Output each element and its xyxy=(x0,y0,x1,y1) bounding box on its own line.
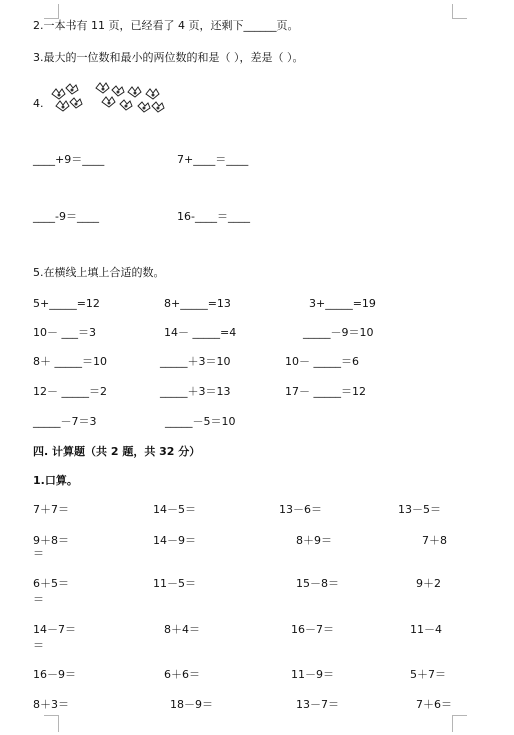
q5-item: 8+_____=13 xyxy=(164,297,231,310)
q5-item: 14－ _____=4 xyxy=(164,326,237,339)
q5-item: _____＋3＝10 xyxy=(160,355,231,368)
q5-item: _____－7＝3 xyxy=(33,415,97,428)
calc-wrap-eq: ＝ xyxy=(33,593,44,606)
calc-item: 8＋4＝ xyxy=(164,623,200,636)
q5-item: _____－9＝10 xyxy=(303,326,374,339)
q4-blank-1: ____+9＝____ xyxy=(33,153,105,166)
q5-item: 8＋ _____＝10 xyxy=(33,355,107,368)
calc-item: 8＋3＝ xyxy=(33,698,69,711)
crop-mark-top-right xyxy=(452,4,467,19)
q4-blank-2: 7+____＝____ xyxy=(177,153,249,166)
birds-picture-icon xyxy=(48,82,168,118)
calc-item: 8＋9＝ xyxy=(296,534,332,547)
q5-item: 3+_____=19 xyxy=(309,297,376,310)
q4-blank-4: 16-____＝____ xyxy=(177,210,250,223)
calc-title: 1.口算。 xyxy=(33,474,78,487)
q5-item: 5+_____=12 xyxy=(33,297,100,310)
q4-blank-3: ____-9＝____ xyxy=(33,210,99,223)
calc-item: 6＋6＝ xyxy=(164,668,200,681)
crop-mark-top-left xyxy=(44,4,59,19)
calc-item: 14－5＝ xyxy=(153,503,196,516)
calc-item: 7＋8 xyxy=(422,534,447,547)
question-5-title: 5.在横线上填上合适的数。 xyxy=(33,266,165,279)
calc-item: 11－9＝ xyxy=(291,668,334,681)
calc-item: 13－6＝ xyxy=(279,503,322,516)
calc-item: 7＋7＝ xyxy=(33,503,69,516)
calc-item: 13－7＝ xyxy=(296,698,339,711)
calc-item: 15－8＝ xyxy=(296,577,339,590)
calc-item: 14－7＝ xyxy=(33,623,76,636)
calc-item: 11－4 xyxy=(410,623,442,636)
calc-item: 11－5＝ xyxy=(153,577,196,590)
calc-item: 5＋7＝ xyxy=(410,668,446,681)
calc-wrap-eq: ＝ xyxy=(33,547,44,560)
q5-item: 17－ _____＝12 xyxy=(285,385,366,398)
q5-item: _____－5＝10 xyxy=(165,415,236,428)
calc-item: 6＋5＝ xyxy=(33,577,69,590)
crop-mark-bottom-right xyxy=(452,715,467,732)
calc-wrap-eq: ＝ xyxy=(33,639,44,652)
calc-item: 7＋6＝ xyxy=(416,698,452,711)
calc-item: 9＋2 xyxy=(416,577,441,590)
calc-item: 9＋8＝ xyxy=(33,534,69,547)
calc-item: 13－5＝ xyxy=(398,503,441,516)
q5-item: 10－ _____＝6 xyxy=(285,355,359,368)
calc-item: 16－7＝ xyxy=(291,623,334,636)
question-2: 2.一本书有 11 页，已经看了 4 页，还剩下______页。 xyxy=(33,19,299,32)
q5-item: 12－ _____＝2 xyxy=(33,385,107,398)
question-4-label: 4. xyxy=(33,97,44,110)
calc-item: 16－9＝ xyxy=(33,668,76,681)
q5-item: _____＋3＝13 xyxy=(160,385,231,398)
calc-item: 14－9＝ xyxy=(153,534,196,547)
question-3: 3.最大的一位数和最小的两位数的和是（ ），差是（ ）。 xyxy=(33,51,304,64)
q5-item: 10－ ___＝3 xyxy=(33,326,96,339)
crop-mark-bottom-left xyxy=(44,715,59,732)
calc-item: 18－9＝ xyxy=(170,698,213,711)
section-4-title: 四. 计算题（共 2 题，共 32 分） xyxy=(33,445,201,458)
